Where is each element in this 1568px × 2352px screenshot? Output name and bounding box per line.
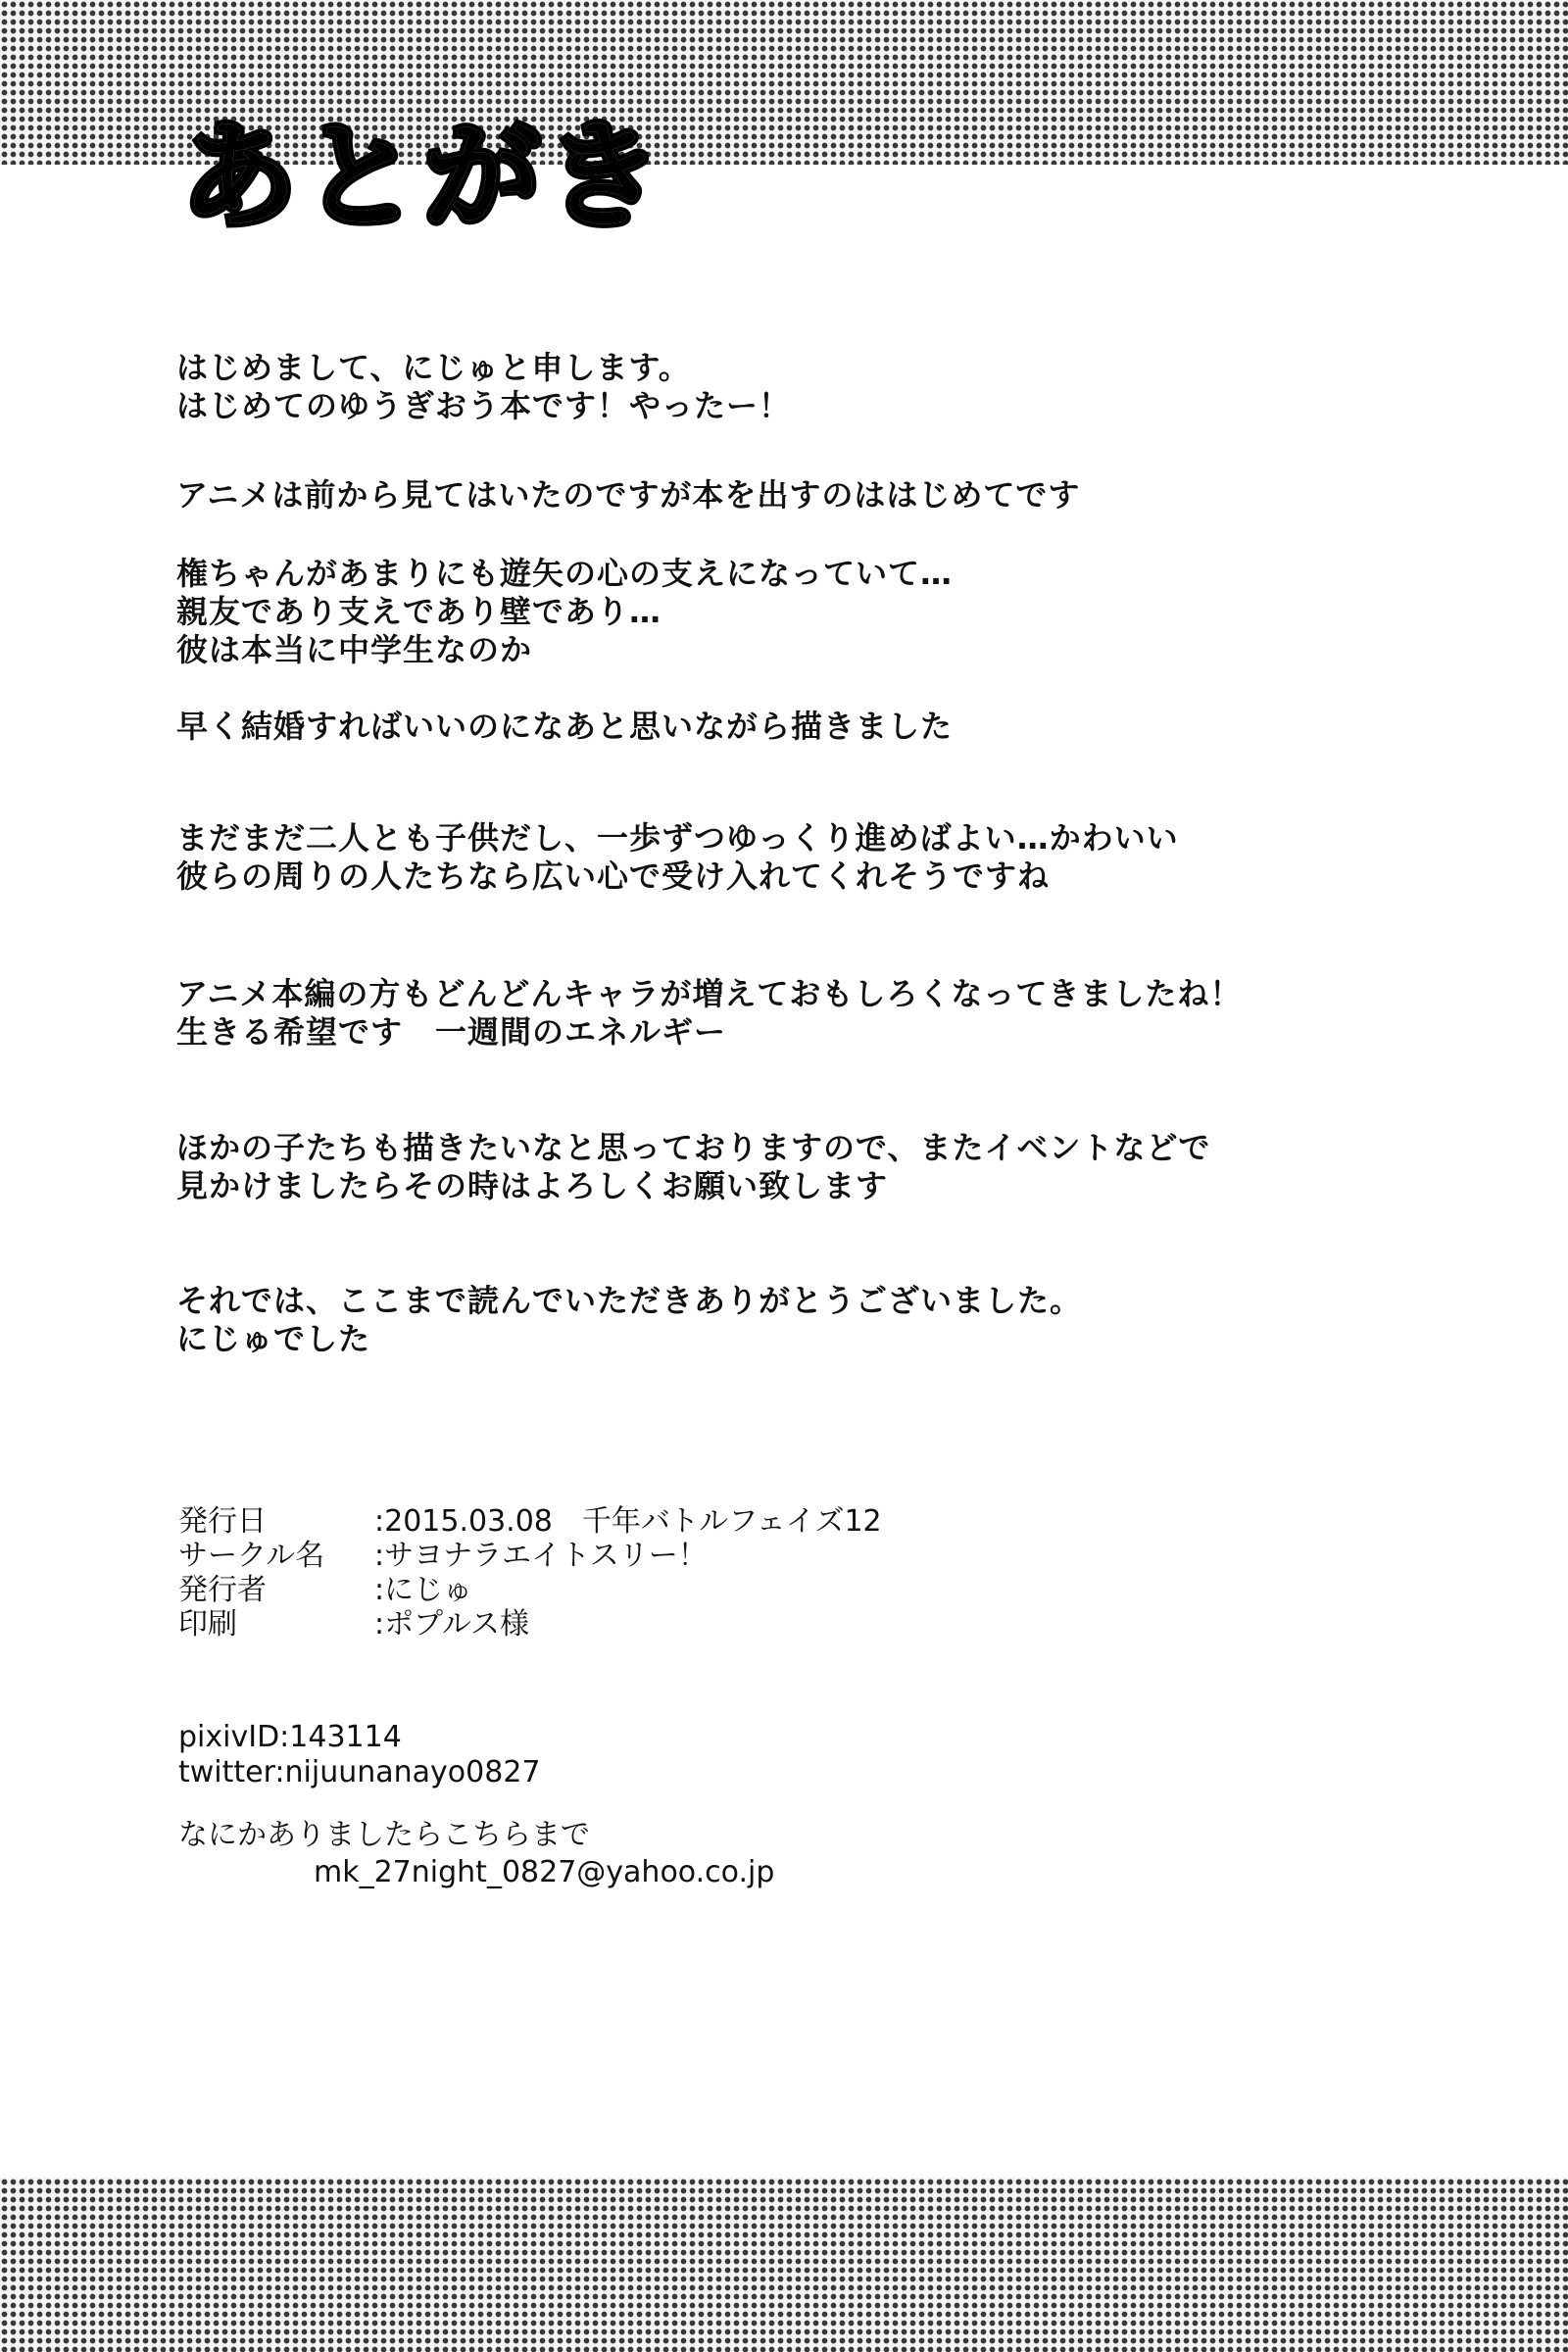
colophon: [178, 1504, 882, 1642]
contact-ids: [178, 1720, 541, 1790]
text-line: にじゅでした: [176, 1320, 371, 1357]
text-line: はじめまして、にじゅと申します。: [176, 349, 691, 386]
text-line: はじめてのゆうぎおう本です！やったー！: [176, 387, 792, 424]
contact-note: [178, 1818, 590, 1853]
colophon-key: 印刷: [178, 1607, 237, 1642]
text-line: 彼らの周りの人たちなら広い心で受け入れてくれそうですね: [176, 858, 1051, 895]
colophon-value: :2015.03.08 千年バトルフェイズ12: [374, 1504, 882, 1539]
paragraph-marriage: [176, 708, 953, 746]
text-line: ほかの子たちも描きたいなと思っておりますので、またイベントなどで: [176, 1129, 1211, 1166]
email-address: mk_27night_0827@yahoo.co.jp: [314, 1855, 775, 1889]
colophon-value: :ポプルス様: [374, 1607, 530, 1642]
text-line: アニメは前から見てはいたのですが本を出すのははじめてです: [176, 476, 1081, 514]
colophon-key: 発行日: [178, 1504, 267, 1539]
text-line: 生きる希望です 一週間のエネルギー: [176, 1013, 727, 1051]
contact-email: [314, 1855, 774, 1890]
afterword-title: [181, 108, 667, 245]
text-line: 親友であり支えであり壁であり…: [176, 593, 662, 630]
contact-note-text: なにかありましたらこちらまで: [178, 1818, 590, 1852]
twitter-handle: twitter:nijuunanayo0827: [178, 1755, 541, 1789]
paragraph-anime: [176, 476, 1080, 514]
text-line: 早く結婚すればいいのになあと思いながら描きました: [176, 708, 954, 745]
colophon-value: :にじゅ: [374, 1573, 473, 1607]
text-line: 見かけましたらその時はよろしくお願い致します: [176, 1167, 889, 1204]
page-title: あとがき: [181, 109, 668, 244]
paragraph-greeting: [176, 349, 791, 425]
paragraph-children: [176, 819, 1179, 896]
halftone-pattern-bottom: [0, 2178, 1568, 2352]
paragraph-others: [176, 1129, 1210, 1205]
colophon-row-printer: [178, 1607, 882, 1642]
text-line: それでは、ここまで読んでいただきありがとうございました。: [176, 1282, 1083, 1319]
paragraph-gon: [176, 555, 953, 669]
colophon-row-publisher: [178, 1573, 882, 1607]
colophon-value: :サヨナラエイトスリー！: [374, 1539, 708, 1573]
text-line: アニメ本編の方もどんどんキャラが増えておもしろくなってきましたね！: [176, 975, 1243, 1012]
pixiv-id: pixivID:143114: [178, 1720, 402, 1754]
text-line: 権ちゃんがあまりにも遊矢の心の支えになっていて…: [176, 555, 954, 592]
paragraph-anime-main: [176, 975, 1242, 1052]
colophon-key: サークル名: [178, 1539, 325, 1573]
colophon-key: 発行者: [178, 1573, 267, 1607]
text-line: まだまだ二人とも子供だし、一歩ずつゆっくり進めばよい…かわいい: [176, 819, 1179, 857]
colophon-row-circle: [178, 1539, 882, 1573]
paragraph-thanks: [176, 1282, 1082, 1358]
text-line: 彼は本当に中学生なのか: [176, 631, 533, 668]
colophon-row-date: [178, 1504, 882, 1539]
